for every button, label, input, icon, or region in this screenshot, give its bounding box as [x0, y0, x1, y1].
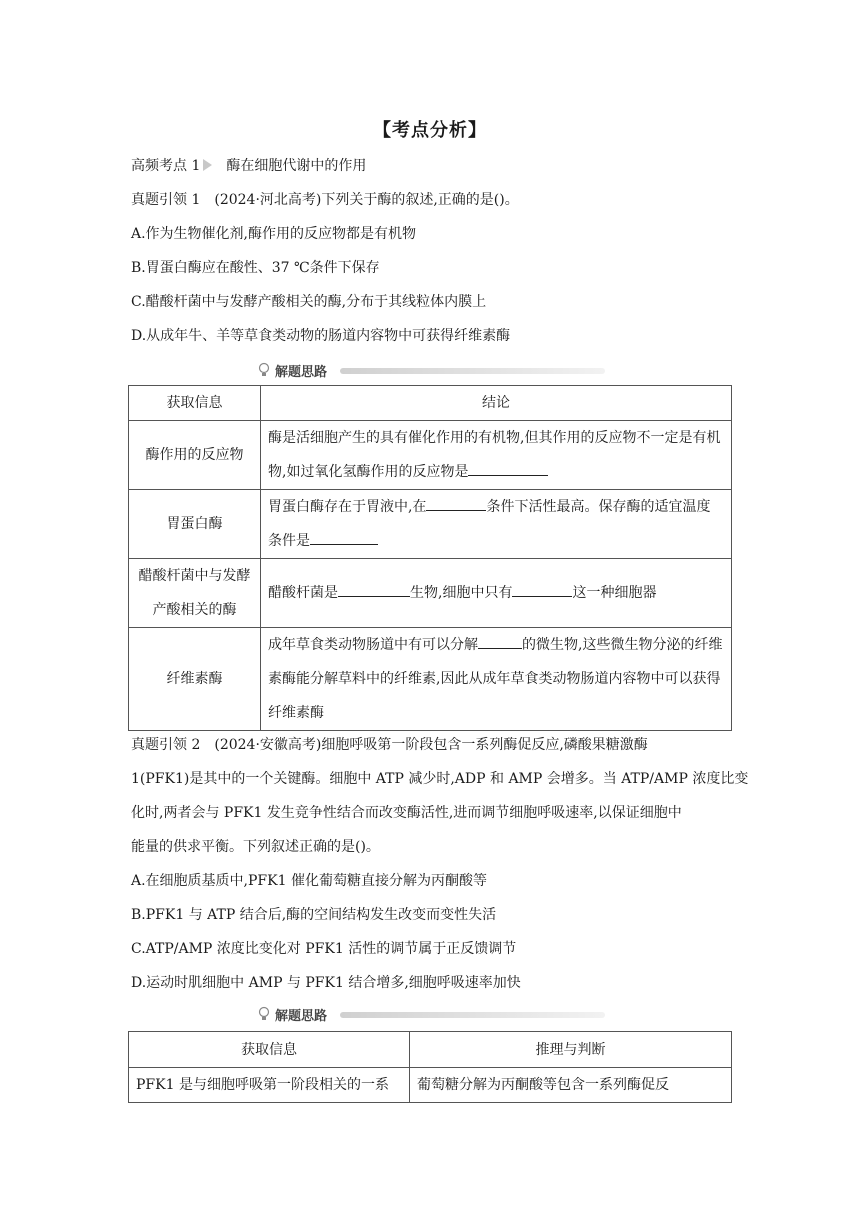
- answer-blank[interactable]: [310, 526, 378, 545]
- page-title: 【考点分析】: [373, 120, 487, 141]
- table-row: [129, 421, 732, 490]
- table-header-row: [129, 1032, 732, 1068]
- analysis-table-2: [128, 1031, 732, 1103]
- banner-divider: [340, 368, 605, 374]
- question-1-option-a: A.作为生物催化剂,酶作用的反应物都是有机物: [131, 226, 417, 242]
- table-cell-judgement: 葡萄糖分解为丙酮酸等包含一系列酶促反: [410, 1068, 732, 1103]
- solution-banner-label: 解题思路: [275, 1009, 328, 1024]
- topic-heading: [131, 156, 366, 176]
- conclusion-text: 醋酸杆菌是: [268, 585, 338, 601]
- answer-blank[interactable]: [468, 457, 548, 476]
- table-cell-info: 酶作用的反应物: [129, 421, 261, 490]
- table-row: [129, 559, 732, 628]
- question-2-option-d: D.运动时肌细胞中 AMP 与 PFK1 结合增多,细胞呼吸速率加快: [131, 975, 521, 991]
- banner-divider: [340, 1012, 605, 1018]
- table-header: 获取信息: [129, 1032, 410, 1068]
- solution-banner-2: [255, 1004, 605, 1026]
- table-cell-conclusion: [261, 421, 732, 490]
- conclusion-text: 生物,细胞中只有: [410, 585, 513, 601]
- question-2-stem: [131, 735, 648, 755]
- question-2-text-line: 1(PFK1)是其中的一个关键酶。细胞中 ATP 减少时,ADP 和 AMP 会增多。当 ATP/AMP 浓度比变: [131, 771, 749, 787]
- conclusion-text: 这一种细胞器: [572, 585, 657, 601]
- table-header: 结论: [261, 386, 732, 421]
- question-1-option-d: D.从成年牛、羊等草食类动物的肠道内容物中可获得纤维素酶: [131, 328, 511, 344]
- answer-blank[interactable]: [338, 578, 410, 597]
- topic-text: 酶在细胞代谢中的作用: [226, 158, 367, 174]
- table-cell-conclusion: [261, 628, 732, 731]
- table-header-row: [129, 386, 732, 421]
- question-1-text: (2024·河北高考)下列关于酶的叙述,正确的是()。: [214, 192, 519, 208]
- question-1-option-b: B.胃蛋白酶应在酸性、37 ℃条件下保存: [131, 260, 380, 276]
- topic-prefix: 高频考点 1: [131, 158, 201, 174]
- table-row: [129, 628, 732, 731]
- question-2-label: 真题引领 2: [131, 737, 201, 753]
- lightbulb-icon: [258, 362, 270, 378]
- conclusion-text: 的微生物,这些微生物分泌的纤维素酶能分解草料中的纤维素,因此从成年草食类动物肠道内容物中可以获得纤维素酶: [268, 637, 723, 721]
- table-cell-info: 醋酸杆菌中与发酵产酸相关的酶: [129, 559, 261, 628]
- question-2-option-a: A.在细胞质基质中,PFK1 催化葡萄糖直接分解为丙酮酸等: [131, 873, 487, 889]
- table-header: 推理与判断: [410, 1032, 732, 1068]
- table-cell-conclusion: [261, 559, 732, 628]
- conclusion-text: 酶是活细胞产生的具有催化作用的有机物,但其作用的反应物不一定是有机物,如过氧化氢酶作用的反应物是: [268, 430, 721, 480]
- question-2-text: (2024·安徽高考)细胞呼吸第一阶段包含一系列酶促反应,磷酸果糖激酶: [214, 737, 648, 753]
- table-cell-info: 纤维素酶: [129, 628, 261, 731]
- solution-banner-1: [255, 360, 605, 382]
- question-1-option-c: C.醋酸杆菌中与发酵产酸相关的酶,分布于其线粒体内膜上: [131, 294, 487, 310]
- table-row: [129, 490, 732, 559]
- answer-blank[interactable]: [512, 578, 572, 597]
- question-1-label: 真题引领 1: [131, 192, 201, 208]
- conclusion-text: 条件下活性最高。保存酶的适宜温度条件是: [268, 499, 711, 549]
- question-2-text-line: 化时,两者会与 PFK1 发生竞争性结合而改变酶活性,进而调节细胞呼吸速率,以保证细胞中: [131, 805, 682, 821]
- solution-banner-label: 解题思路: [275, 365, 328, 380]
- table-cell-info: 胃蛋白酶: [129, 490, 261, 559]
- table-cell-info: PFK1 是与细胞呼吸第一阶段相关的一系: [129, 1068, 410, 1103]
- conclusion-text: 胃蛋白酶存在于胃液中,在: [268, 499, 427, 515]
- question-2-option-b: B.PFK1 与 ATP 结合后,酶的空间结构发生改变而变性失活: [131, 907, 497, 923]
- answer-blank[interactable]: [478, 630, 522, 649]
- table-cell-conclusion: [261, 490, 732, 559]
- table-row: [129, 1068, 732, 1103]
- lightbulb-icon: [258, 1006, 270, 1022]
- table-header: 获取信息: [129, 386, 261, 421]
- conclusion-text: 成年草食类动物肠道中有可以分解: [268, 637, 478, 653]
- analysis-table-1: [128, 385, 732, 731]
- answer-blank[interactable]: [426, 492, 486, 511]
- triangle-arrow-icon: [203, 159, 212, 171]
- question-2-option-c: C.ATP/AMP 浓度比变化对 PFK1 活性的调节属于正反馈调节: [131, 941, 517, 957]
- question-2-text-line: 能量的供求平衡。下列叙述正确的是()。: [131, 839, 380, 855]
- question-1-stem: [131, 190, 519, 210]
